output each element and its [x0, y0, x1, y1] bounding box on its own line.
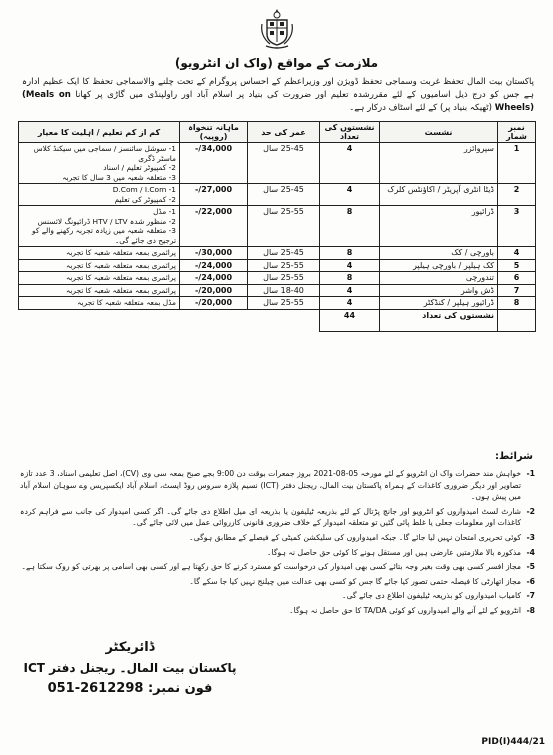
row-salary: 27,000/- [180, 184, 248, 206]
intro-paragraph [22, 76, 534, 115]
signatory-office: پاکستان بیت المال۔ ریجنل دفتر ICT [23, 661, 237, 675]
qualification-line: پرائمری بمعہ متعلقہ شعبہ کا تجربہ [65, 285, 176, 295]
row-age: 25-45 سال [248, 143, 320, 184]
header-count: نشستوں کی تعداد [320, 122, 380, 143]
phone-number: 051-2612298 [47, 681, 144, 696]
qualification-line: 2- کمپیوٹر تعلیم / اسناد [103, 163, 176, 172]
contact-phone [20, 681, 240, 696]
row-count: 8 [320, 247, 380, 260]
table-row [19, 297, 536, 310]
qualification-line: پرائمری بمعہ متعلقہ شعبہ کا تجربہ [65, 273, 176, 282]
condition-text: مجاز افسر کسی بھی وقت بغیر وجہ بتائے کسی بھی امیدوار کی درخواست کو مسترد کرنے کا حق رکھتا ہے اور کسی بھی اسامی پر بھرتی کو روک سکتا ہے۔ [21, 562, 521, 572]
qualification-line: 2- کمپیوٹر کی تعلیم [114, 194, 176, 204]
publication-id: PID(I)444/21 [481, 737, 545, 747]
row-post: ڈش واشر [380, 284, 498, 297]
condition-text: مجاز اتھارٹی کا فیصلہ حتمی تصور کیا جائے گا جس کو کسی بھی عدالت میں چیلنج نہیں کیا جا سکے گا۔ [189, 576, 521, 586]
table-row [19, 259, 536, 272]
row-count: 4 [320, 284, 380, 297]
row-serial: 1 [498, 143, 536, 184]
header-qualification: کم از کم تعلیم / اہلیت کا معیار [19, 122, 180, 143]
row-qualification [19, 247, 180, 260]
row-salary: 20,000/- [180, 297, 248, 310]
signatory-designation: ڈائریکٹر [105, 640, 155, 655]
table-row [19, 284, 536, 297]
row-count: 8 [320, 206, 380, 247]
condition-text: شارٹ لسٹ امیدواروں کو انٹرویو اور جانچ پڑتال کے لئے بذریعہ ٹیلیفون یا بذریعہ ای میل اطلاع دی جائے گی۔ اگر کسی امیدوار کی جانب سے فراہم کردہ کاغذات اور معلومات جعلی یا غلط پائی گئیں تو متعلقہ امیدوار کے خلاف ضروری قانونی کارروائی عمل میں لائی جائے گی۔ [20, 506, 521, 528]
condition-text: کامیاب امیدواروں کو بذریعہ ٹیلیفون اطلاع دی جائے گی۔ [342, 591, 521, 601]
page-title: ملازمت کے مواقع (واک ان انٹرویو) [174, 56, 379, 70]
signature-block [20, 640, 240, 696]
qualification-line: پرائمری بمعہ متعلقہ شعبہ کا تجربہ [65, 260, 176, 270]
total-count: 44 [320, 309, 380, 331]
row-post: ڈرائیور ہیلپر / کنڈکٹر [380, 297, 498, 310]
condition-number: 3- [526, 532, 535, 542]
conditions-list [20, 468, 535, 620]
row-count: 4 [320, 297, 380, 310]
total-label: نشستوں کی تعداد [380, 309, 498, 331]
row-qualification [19, 297, 180, 310]
condition-number: 4- [526, 547, 535, 557]
qualification-line: 3- متعلقہ شعبہ میں زیادہ تجربہ رکھنے والے کو ترجیح دی جائے گی۔ [32, 226, 176, 245]
meals-on-wheels-label: (Meals on Wheels) [22, 90, 534, 113]
condition-number: 7- [526, 591, 535, 601]
row-salary: 24,000/- [180, 259, 248, 272]
row-serial: 4 [498, 247, 536, 260]
qualification-line: 2- منظور شدہ HTV / LTV ڈرائیونگ لائسنس [37, 216, 176, 226]
row-serial: 3 [498, 206, 536, 247]
header-salary: ماہانہ تنخواہ (روپیہ) [180, 122, 248, 143]
row-post: باورچی / کک [380, 247, 498, 260]
row-qualification [19, 184, 180, 206]
table-row [19, 184, 536, 206]
row-salary: 20,000/- [180, 284, 248, 297]
qualification-line: 3- متعلقہ شعبہ میں 3 سال کا تجربہ [62, 172, 176, 182]
row-age: 25-55 سال [248, 206, 320, 247]
condition-text: مذکورہ بالا ملازمتیں عارضی ہیں اور مستقل ہونے کا کوئی حق حاصل نہ ہوگا۔ [266, 547, 521, 557]
condition-text: کوئی تحریری امتحان نہیں لیا جائے گا۔ جبکہ امیدواروں کی سلیکشن کمیٹی کے فیصلے کے مطابق ہوگی۔ [189, 532, 521, 542]
table-row [19, 206, 536, 247]
row-post: ڈرائیور [380, 206, 498, 247]
intro-text-end: (ٹھیکہ بنیاد پر) کے لئے اسٹاف درکار ہے۔ [349, 103, 493, 113]
row-count: 8 [320, 272, 380, 285]
intro-text: پاکستان بیت المال تحفظ غربت وسماجی تحفظ ڈویژن اور وزیراعظم کے احساس پروگرام کے تحت چلنے والاسماجی تحفظ کا ایک عظیم ادارہ ہے جس کو درج ذیل اسامیوں کے لئے مقررشدہ تعلیم اور ضرورت کی بنیاد پر اسلام آباد اور راولپنڈی میں گاڑی پر کھانا [22, 77, 534, 100]
row-qualification [19, 206, 180, 247]
row-post: سپروائزر [380, 143, 498, 184]
condition-item [20, 561, 535, 573]
header-age: عمر کی حد [248, 122, 320, 143]
row-post: تندورچی [380, 272, 498, 285]
header-serial: نمبر شمار [498, 122, 536, 143]
qualification-line: 1- مڈل [153, 207, 176, 216]
qualification-line: 1- سوشل سائنسز / سماجی میں سیکنڈ کلاس ماسٹر ڈگری [33, 144, 176, 163]
condition-number: 5- [526, 562, 535, 572]
state-emblem-icon [258, 6, 296, 50]
row-qualification [19, 272, 180, 285]
vacancy-table [18, 121, 536, 332]
row-count: 4 [320, 184, 380, 206]
row-count: 4 [320, 259, 380, 272]
row-qualification [19, 143, 180, 184]
phone-label: فون نمبر: [147, 681, 213, 696]
row-serial: 5 [498, 259, 536, 272]
condition-number: 1- [526, 469, 535, 478]
condition-item [20, 506, 535, 529]
conditions-title: شرائط: [495, 451, 533, 462]
condition-text: انٹرویو کے لئے آنے والے امیدواروں کو کوئی TA/DA کا حق حاصل نہ ہوگا۔ [289, 605, 521, 615]
row-serial: 2 [498, 184, 536, 206]
row-count: 4 [320, 143, 380, 184]
table-row [19, 247, 536, 260]
row-serial: 8 [498, 297, 536, 310]
qualification-line: D.Com / I.Com -1 [112, 185, 176, 194]
row-salary: 22,000/- [180, 206, 248, 247]
row-salary: 24,000/- [180, 272, 248, 285]
row-salary: 34,000/- [180, 143, 248, 184]
condition-item [20, 605, 535, 617]
row-serial: 7 [498, 284, 536, 297]
total-row [19, 309, 536, 331]
condition-item [20, 547, 535, 559]
condition-number: 8- [526, 605, 535, 615]
condition-item [20, 576, 535, 588]
header-post: نشست [380, 122, 498, 143]
condition-number: 6- [526, 576, 535, 586]
table-row [19, 272, 536, 285]
row-post: ڈیٹا انٹری آپریٹر / اکاؤنٹس کلرک [380, 184, 498, 206]
condition-text: خواہش مند حضرات واک ان انٹرویو کے لئے مورخہ 05-08-2021 بروز جمعرات بوقت دن 9:00 بجے صبح بمعہ سی وی (CV)، اصل تعلیمی اسناد، 3 عدد تازہ تصاویر اور دیگر ضروری کاغذات کے ہمراہ پاکستان بیت المال، ریجنل دفتر (ICT) نسیم پلازہ سروس روڈ ایسٹ، اسلام آباد ایکسپریس وے سوہان اسلام آباد میں پیش ہوں۔ [20, 469, 521, 502]
condition-item [20, 468, 535, 503]
row-salary: 30,000/- [180, 247, 248, 260]
table-row [19, 143, 536, 184]
row-age: 25-55 سال [248, 297, 320, 310]
qualification-line: مڈل بمعہ متعلقہ شعبہ کا تجربہ [77, 298, 176, 307]
row-age: 25-55 سال [248, 272, 320, 285]
row-age: 25-45 سال [248, 184, 320, 206]
row-post: کک ہیلپر / باورچی ہیلپر [380, 259, 498, 272]
row-age: 18-40 سال [248, 284, 320, 297]
row-age: 25-45 سال [248, 247, 320, 260]
row-age: 25-55 سال [248, 259, 320, 272]
condition-number: 2- [526, 506, 535, 516]
qualification-line: پرائمری بمعہ متعلقہ شعبہ کا تجربہ [65, 248, 176, 257]
condition-item [20, 532, 535, 544]
table-header-row [19, 122, 536, 143]
row-serial: 6 [498, 272, 536, 285]
row-qualification [19, 259, 180, 272]
row-qualification [19, 284, 180, 297]
condition-item [20, 590, 535, 602]
